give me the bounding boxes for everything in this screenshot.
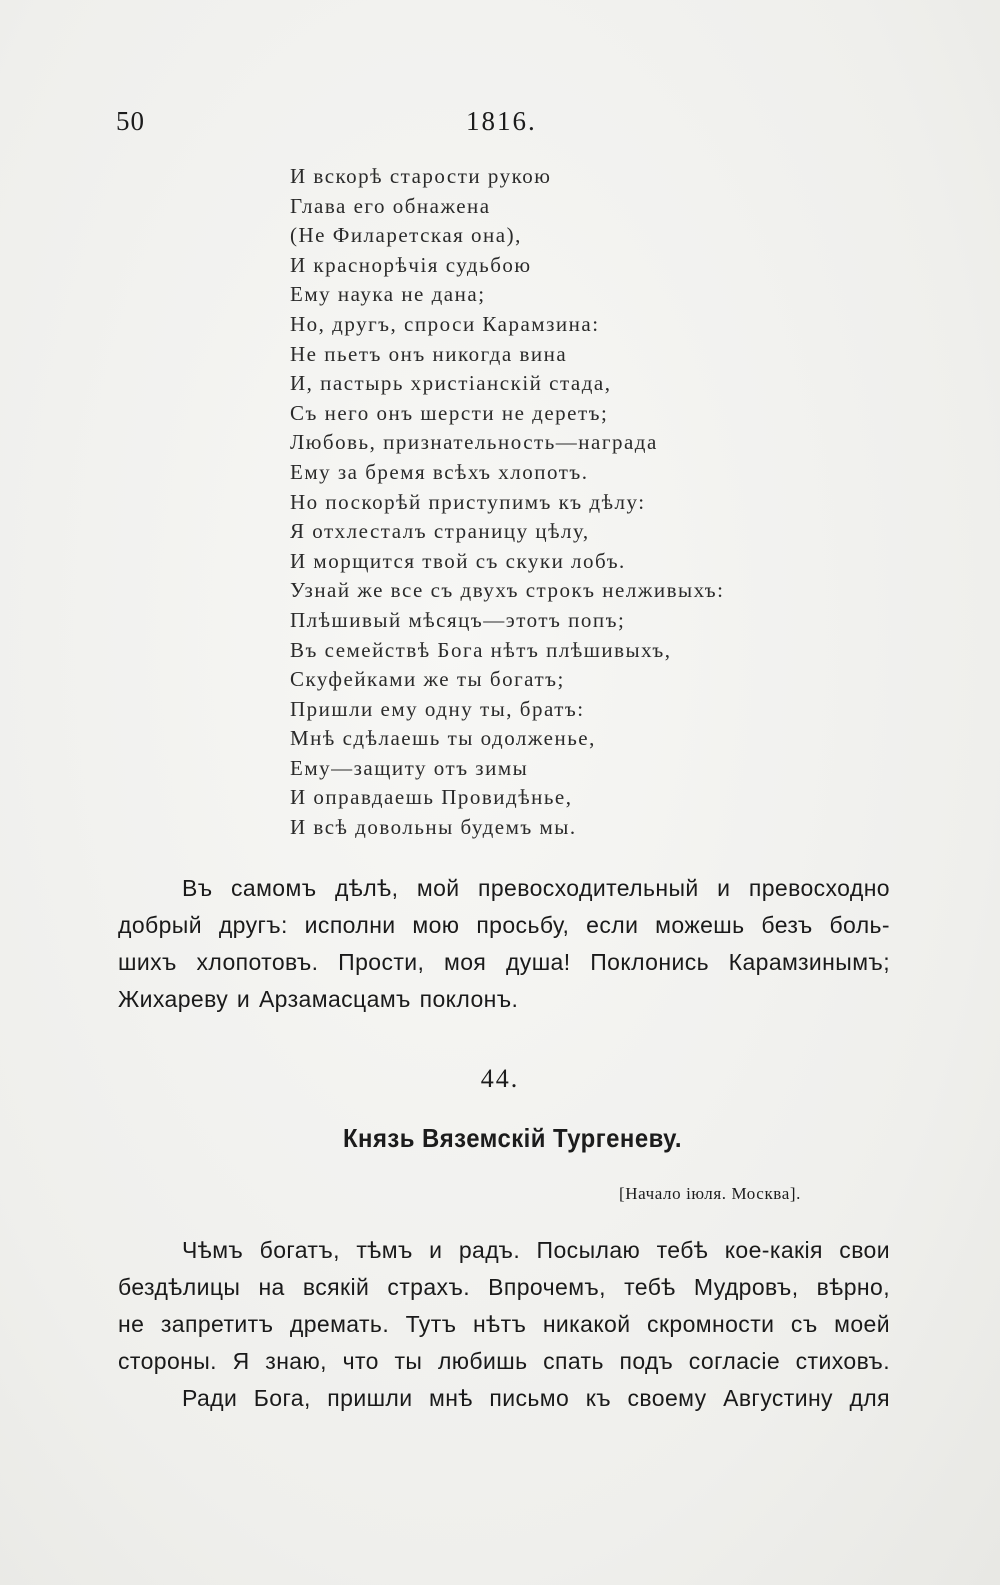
poem-line: Но, другъ, спроси Карамзина: xyxy=(290,311,600,336)
letter-title: Князь Вяземскій Тургеневу. xyxy=(343,1123,682,1153)
poem-line: Любовь, признательность—награда xyxy=(290,430,658,455)
poem-line: Пришли ему одну ты, братъ: xyxy=(290,696,585,721)
paragraph-line: стороны. Я знаю, что ты любишь спать подъ согласіе стиховъ. xyxy=(118,1348,890,1374)
closing-paragraph xyxy=(118,870,890,1018)
poem-line: Ему за бремя всѣхъ хлопотъ. xyxy=(290,459,589,484)
poem-line: Плѣшивый мѣсяцъ—этотъ попъ; xyxy=(290,607,626,632)
poem-line: И, пастырь христіанскій стада, xyxy=(290,371,612,396)
paragraph-line: добрый другъ: исполни мою просьбу, если можешь безъ боль- xyxy=(118,912,890,938)
poem-line: И краснорѣчія судьбою xyxy=(290,252,532,277)
poem-line: Съ него онъ шерсти не деретъ; xyxy=(290,400,609,425)
paragraph-line: Въ самомъ дѣлѣ, мой превосходительный и превосходно xyxy=(182,875,890,901)
paragraph-line: бездѣлицы на всякій страхъ. Впрочемъ, тебѣ Мудровъ, вѣрно, xyxy=(118,1274,890,1300)
letter-number-text: 44. xyxy=(480,1064,520,1093)
paragraph-line: не запретитъ дремать. Тутъ нѣтъ никакой скромности съ моей xyxy=(118,1311,890,1337)
page-number: 50 xyxy=(116,106,145,136)
poem-line: Не пьетъ онъ никогда вина xyxy=(290,341,568,366)
poem-block xyxy=(290,162,810,843)
poem-line: И вскорѣ старости рукою xyxy=(290,164,552,188)
poem-line: И морщится твой съ скуки лобъ. xyxy=(290,548,626,573)
poem-line: Но поскорѣй приступимъ къ дѣлу: xyxy=(290,489,646,514)
paragraph-line: Чѣмъ богатъ, тѣмъ и радъ. Посылаю тебѣ кое-какія свои xyxy=(182,1237,890,1263)
poem-line: Узнай же все съ двухъ строкъ нелживыхъ: xyxy=(290,578,725,603)
poem-line: Ему—защиту отъ зимы xyxy=(290,755,529,780)
poem-line: (Не Филаретская она), xyxy=(290,223,522,248)
poem-line: Глава его обнажена xyxy=(290,193,491,218)
paragraph-line: шихъ хлопотовъ. Прости, моя душа! Поклонись Карамзинымъ; xyxy=(118,949,890,975)
running-head-year: 1816. xyxy=(466,106,537,136)
letter-number xyxy=(0,1064,1000,1094)
poem-line: Мнѣ сдѣлаешь ты одолженье, xyxy=(290,726,596,751)
poem-line: Въ семействѣ Бога нѣтъ плѣшивыхъ, xyxy=(290,637,672,662)
poem-line: И всѣ довольны будемъ мы. xyxy=(290,815,577,840)
poem-line: И оправдаешь Провидѣнье, xyxy=(290,785,573,810)
poem-line: Ему наука не дана; xyxy=(290,282,486,307)
paragraph-line: Жихареву и Арзамасцамъ поклонъ. xyxy=(118,986,519,1012)
letter-dateline: [Начало іюля. Москва]. xyxy=(619,1184,801,1203)
paragraph-line: Ради Бога, пришли мнѣ письмо къ своему Августину для xyxy=(182,1385,890,1411)
poem-line: Скуфейками же ты богатъ; xyxy=(290,667,565,692)
poem-line: Я отхлесталъ страницу цѣлу, xyxy=(290,519,590,544)
letter-body xyxy=(118,1232,890,1417)
